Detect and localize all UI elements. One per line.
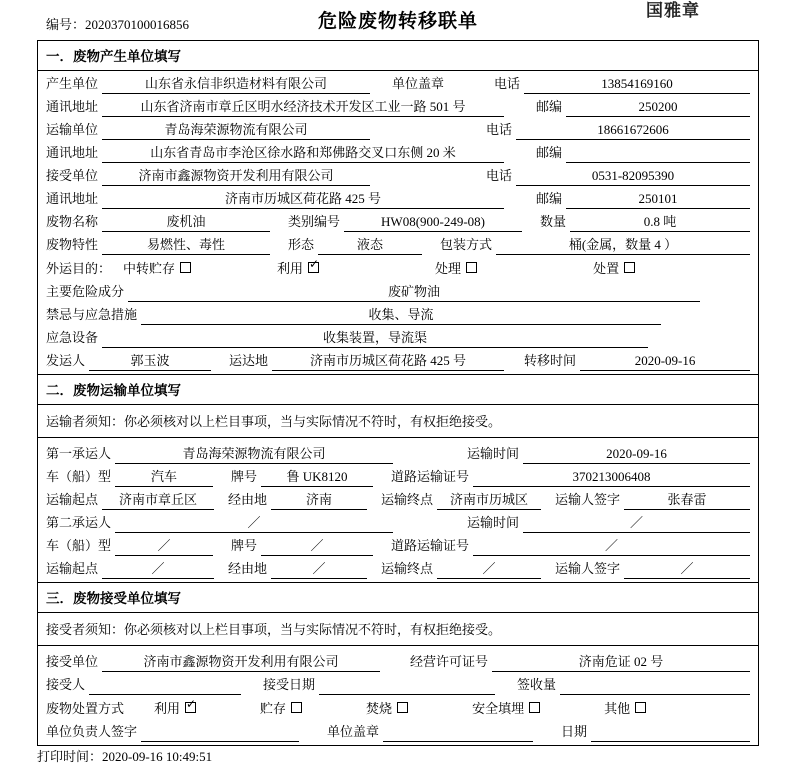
receive-qty-label: 签收量 [517,677,557,692]
first-permit-label: 道路运输证号 [391,469,470,484]
emergency-equipment-label: 应急设备 [46,330,99,345]
row-carrier-unit [38,117,758,140]
purpose-option-dispose[interactable] [593,258,635,277]
row-receiver-unit [38,163,758,186]
shipper-label: 发运人 [46,353,86,368]
disposal-option-other-label: 其他 [604,700,631,716]
receiving-unit-label: 接受单位 [46,654,99,669]
purpose-option-utilize[interactable] [277,258,319,277]
row-responsible-signature [38,719,758,742]
row-first-vehicle [38,464,758,487]
first-transport-time-label: 运输时间 [467,446,520,461]
category-value[interactable]: HW08(900-249-08) [344,213,522,232]
form-value[interactable]: 液态 [318,236,422,255]
carrier-unit-value[interactable]: 青岛海荣源物流有限公司 [102,121,370,140]
section3-date-label: 日期 [561,724,588,739]
second-carrier-value[interactable]: ／ [115,514,393,533]
second-sign-label: 运输人签字 [555,561,621,576]
first-start-label: 运输起点 [46,492,99,507]
taboo-label: 禁忌与应急措施 [46,307,138,322]
purpose-option-treat-checkbox[interactable] [466,262,477,273]
row-second-vehicle [38,533,758,556]
row-waste-property [38,232,758,255]
purpose-option-transfer-storage-label: 中转贮存 [123,260,176,276]
seal-label: 单位盖章 [392,76,445,91]
print-time-label: 打印时间： [37,749,103,764]
second-transport-time-value[interactable]: ／ [523,514,750,533]
row-purpose [38,255,758,279]
first-vehicle-label: 车（船）型 [46,469,112,484]
transfer-time-value[interactable]: 2020-09-16 [580,352,750,371]
receive-date-value[interactable] [319,678,495,695]
receiver-zip-value[interactable]: 250101 [566,190,750,209]
section2-notice: 运输者须知：你必须核对以上栏目事项，当与实际情况不符时，有权拒绝接受。 [38,405,758,438]
row-disposal-method [38,695,758,719]
document-header [0,0,796,36]
waste-property-value[interactable]: 易燃性、毒性 [102,236,270,255]
main-hazard-label: 主要危险成分 [46,284,125,299]
receiver-phone-label: 电话 [486,168,513,183]
first-carrier-value[interactable]: 青岛海荣源物流有限公司 [115,445,393,464]
form-label: 形态 [288,237,315,252]
phone-value[interactable]: 13854169160 [524,75,750,94]
purpose-label: 外运目的： [46,260,112,276]
receiver-unit-label: 接受单位 [46,168,99,183]
taboo-value[interactable]: 收集、导流 [141,306,661,325]
first-via-label: 经由地 [228,492,268,507]
disposal-option-storage[interactable] [260,698,302,717]
waste-name-value[interactable]: 废机油 [102,213,270,232]
first-start-value[interactable]: 济南市章丘区 [102,491,214,510]
purpose-option-dispose-label: 处置 [593,260,620,276]
second-permit-value[interactable]: ／ [473,537,750,556]
destination-label: 运达地 [229,353,269,368]
second-via-label: 经由地 [228,561,268,576]
category-label: 类别编号 [288,214,341,229]
disposal-option-incinerate-checkbox[interactable] [397,702,408,713]
purpose-option-transfer-storage[interactable] [123,258,191,277]
disposal-option-utilize-label: 利用 [154,700,181,716]
receiver-address-label: 通讯地址 [46,191,99,206]
second-end-label: 运输终点 [381,561,434,576]
doc-number-label: 编号： [46,17,86,32]
disposal-option-incinerate-label: 焚烧 [366,700,393,716]
disposal-option-landfill[interactable] [472,698,540,717]
section3-date-value[interactable] [591,725,750,742]
first-end-value[interactable]: 济南市历城区 [437,491,541,510]
first-vehicle-value[interactable]: 汽车 [115,468,213,487]
row-receiving-unit [38,649,758,672]
first-sign-label: 运输人签字 [555,492,621,507]
carrier-zip-value[interactable] [566,146,750,163]
quantity-label: 数量 [540,214,567,229]
license-label: 经营许可证号 [410,654,489,669]
section3-heading: 三．废物接受单位填写 [38,582,758,613]
producer-label: 产生单位 [46,76,99,91]
row-first-carrier [38,441,758,464]
row-taboo [38,302,758,325]
producer-address-value[interactable]: 山东省济南市章丘区明水经济技术开发区工业一路 501 号 [102,98,504,117]
purpose-option-treat-label: 处理 [435,260,462,276]
row-shipper [38,348,758,371]
purpose-option-transfer-storage-checkbox[interactable] [180,262,191,273]
section3-seal-value[interactable] [383,725,533,742]
package-value[interactable]: 桶(金属，数量 4 ） [496,236,750,255]
receiver-person-value[interactable] [89,678,241,695]
producer-address-label: 通讯地址 [46,99,99,114]
receive-qty-value[interactable] [560,678,750,695]
zip-value[interactable]: 250200 [566,98,750,117]
second-vehicle-label: 车（船）型 [46,538,112,553]
second-vehicle-value[interactable]: ／ [115,537,213,556]
first-transport-time-value[interactable]: 2020-09-16 [523,445,750,464]
disposal-option-storage-label: 贮存 [260,700,287,716]
waste-name-label: 废物名称 [46,214,99,229]
disposal-option-landfill-label: 安全填埋 [472,700,525,716]
first-sign-value[interactable]: 张春雷 [624,491,750,510]
phone-label: 电话 [494,76,521,91]
responsible-signature-label: 单位负责人签字 [46,724,138,739]
zip-label: 邮编 [536,99,563,114]
row-second-route [38,556,758,579]
license-value[interactable]: 济南危证 02 号 [492,653,750,672]
section2-heading: 二．废物运输单位填写 [38,374,758,405]
section1-heading: 一．废物产生单位填写 [38,41,758,71]
row-emergency-equipment [38,325,758,348]
second-end-value[interactable]: ／ [437,560,541,579]
official-stamp: 国雅章 [646,1,700,20]
receive-date-label: 接受日期 [263,677,316,692]
carrier-unit-label: 运输单位 [46,122,99,137]
section3-notice: 接受者须知：你必须核对以上栏目事项，当与实际情况不符时，有权拒绝接受。 [38,613,758,646]
emergency-equipment-value[interactable]: 收集装置，导流渠 [102,329,648,348]
quantity-value[interactable]: 0.8 吨 [570,213,750,232]
print-time [37,746,212,765]
receiver-person-label: 接受人 [46,677,86,692]
second-carrier-label: 第二承运人 [46,515,112,530]
form-frame [37,40,759,746]
receiver-zip-label: 邮编 [536,191,563,206]
receiver-phone-value[interactable]: 0531-82095390 [516,167,750,186]
second-sign-value[interactable]: ／ [624,560,750,579]
package-label: 包装方式 [440,237,493,252]
disposal-option-other[interactable] [604,698,646,717]
purpose-option-utilize-label: 利用 [277,260,304,276]
carrier-zip-label: 邮编 [536,145,563,160]
second-transport-time-label: 运输时间 [467,515,520,530]
disposal-option-utilize-checkbox[interactable] [185,702,196,713]
print-time-value: 2020-09-16 10:49:51 [102,749,213,764]
disposal-option-storage-checkbox[interactable] [291,702,302,713]
carrier-address-value[interactable]: 山东省青岛市李沧区徐水路和郑佛路交叉口东侧 20 米 [102,144,504,163]
first-plate-value[interactable]: 鲁 UK8120 [261,468,373,487]
shipper-value[interactable]: 郭玉波 [89,352,211,371]
disposal-method-label: 废物处置方式 [46,700,125,716]
transfer-time-label: 转移时间 [524,353,577,368]
responsible-signature-value[interactable] [141,725,299,742]
carrier-address-label: 通讯地址 [46,145,99,160]
receiver-unit-value[interactable]: 济南市鑫源物资开发利用有限公司 [102,167,370,186]
page-title: 危险废物转移联单 [317,11,478,32]
purpose-option-dispose-checkbox[interactable] [624,262,635,273]
disposal-option-other-checkbox[interactable] [635,702,646,713]
carrier-phone-value[interactable]: 18661672606 [516,121,750,140]
row-producer [38,71,758,94]
second-permit-label: 道路运输证号 [391,538,470,553]
row-first-route [38,487,758,510]
first-end-label: 运输终点 [381,492,434,507]
producer-value[interactable]: 山东省永信非织造材料有限公司 [102,75,370,94]
main-hazard-value[interactable]: 废矿物油 [128,283,700,302]
doc-number-value: 2020370100016856 [85,17,190,32]
row-main-hazard [38,279,758,302]
second-via-value[interactable]: ／ [271,560,367,579]
waste-property-label: 废物特性 [46,237,99,252]
carrier-phone-label: 电话 [486,122,513,137]
first-plate-label: 牌号 [231,469,258,484]
row-second-carrier [38,510,758,533]
first-carrier-label: 第一承运人 [46,446,112,461]
section3-seal-label: 单位盖章 [327,724,380,739]
destination-value[interactable]: 济南市历城区荷花路 425 号 [272,352,504,371]
second-plate-label: 牌号 [231,538,258,553]
receiver-address-value[interactable]: 济南市历城区荷花路 425 号 [102,190,504,209]
disposal-option-utilize[interactable] [154,698,196,717]
second-plate-value[interactable]: ／ [261,537,373,556]
purpose-option-treat[interactable] [435,258,477,277]
row-producer-address [38,94,758,117]
disposal-option-incinerate[interactable] [366,698,408,717]
purpose-option-utilize-checkbox[interactable] [308,262,319,273]
first-permit-value[interactable]: 370213006408 [473,468,750,487]
row-carrier-address [38,140,758,163]
row-receiver-person [38,672,758,695]
receiving-unit-value[interactable]: 济南市鑫源物资开发利用有限公司 [102,653,380,672]
row-receiver-address [38,186,758,209]
second-start-label: 运输起点 [46,561,99,576]
first-via-value[interactable]: 济南 [271,491,367,510]
disposal-option-landfill-checkbox[interactable] [529,702,540,713]
second-start-value[interactable]: ／ [102,560,214,579]
row-waste-name [38,209,758,232]
